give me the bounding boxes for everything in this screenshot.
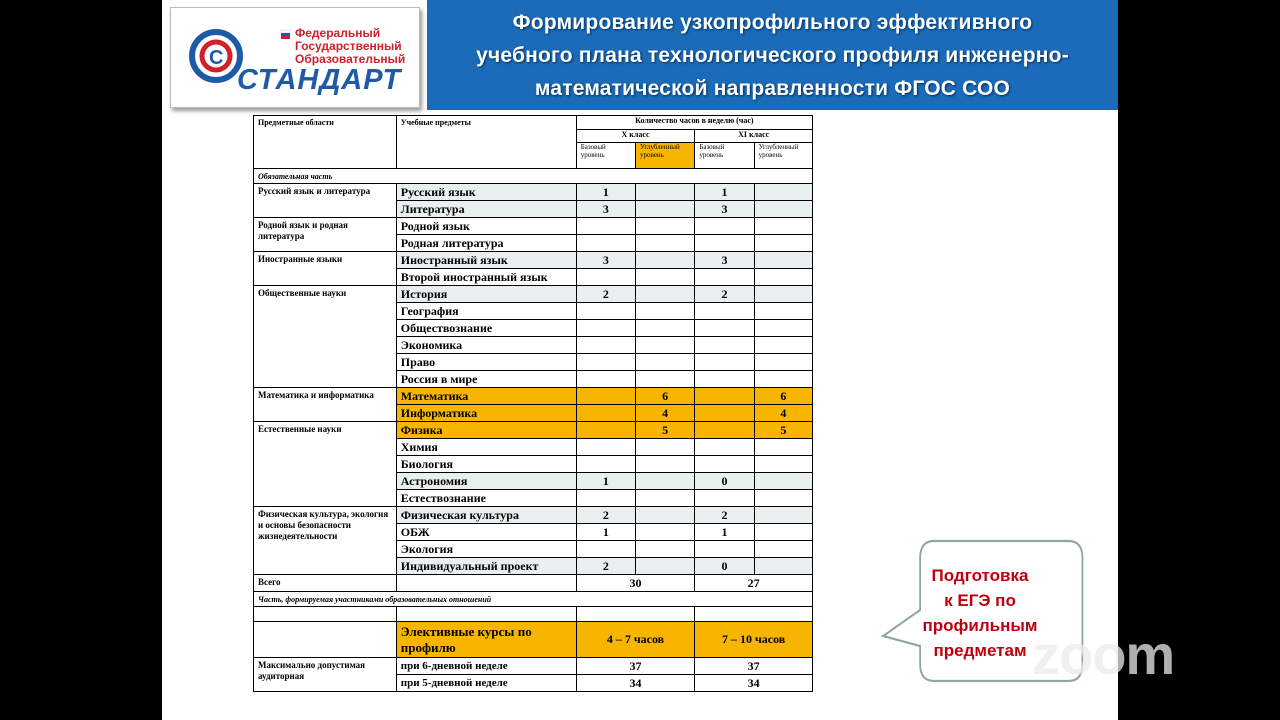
table-row — [254, 286, 813, 303]
cell-empty — [576, 490, 635, 507]
cell-empty — [754, 473, 812, 490]
subject-native-lit: Родная литература — [396, 235, 576, 252]
cell-empty — [396, 607, 576, 622]
cell-empty — [636, 252, 695, 269]
cell-empty — [576, 371, 635, 388]
cell-empty — [576, 388, 635, 405]
cell-empty — [636, 303, 695, 320]
subject-native-lang: Родной язык — [396, 218, 576, 235]
max-label: Максимально допустимая аудиторная — [254, 658, 397, 692]
cell-empty — [754, 354, 812, 371]
cell-empty — [636, 524, 695, 541]
subject-ecology: Экология — [396, 541, 576, 558]
callout-line-4: предметам — [933, 641, 1027, 660]
header-adv-11: Углубленный уровень — [754, 143, 812, 169]
subject-geography: География — [396, 303, 576, 320]
cell-empty — [754, 303, 812, 320]
cell-empty — [754, 269, 812, 286]
header-hours: Количество часов в неделю (час) — [576, 116, 812, 130]
cell-empty — [695, 218, 754, 235]
cell-value: 1 — [576, 524, 635, 541]
cell-empty — [695, 354, 754, 371]
subject-project: Индивидуальный проект — [396, 558, 576, 575]
cell-empty — [754, 456, 812, 473]
cell-value: 5 — [754, 422, 812, 439]
curriculum-table — [253, 115, 813, 692]
cell-empty — [695, 320, 754, 337]
header-base-10: Базовый уровень — [576, 143, 635, 169]
cell-value: 2 — [576, 507, 635, 524]
cell-empty — [695, 490, 754, 507]
cell-empty — [576, 303, 635, 320]
subject-physics: Физика — [396, 422, 576, 439]
cell-empty — [695, 269, 754, 286]
table-row — [254, 575, 813, 592]
cell-empty — [576, 607, 695, 622]
logo-line-2: Государственный — [295, 39, 402, 53]
subject-pe: Физическая культура — [396, 507, 576, 524]
area-russian: Русский язык и литература — [254, 184, 397, 218]
cell-empty — [576, 456, 635, 473]
cell-empty — [636, 371, 695, 388]
table-row — [254, 658, 813, 675]
cell-empty — [576, 235, 635, 252]
cell-value: 6 — [636, 388, 695, 405]
cell-value: 1 — [695, 524, 754, 541]
cell-empty — [636, 473, 695, 490]
cell-empty — [695, 541, 754, 558]
cell-empty — [636, 201, 695, 218]
cell-empty — [754, 439, 812, 456]
area-social: Общественные науки — [254, 286, 397, 388]
cell-empty — [754, 524, 812, 541]
cell-empty — [636, 269, 695, 286]
cell-empty — [636, 541, 695, 558]
total-label: Всего — [254, 575, 397, 592]
cell-value: 3 — [576, 252, 635, 269]
cell-empty — [636, 354, 695, 371]
cell-value: 2 — [576, 286, 635, 303]
area-foreign: Иностранные языки — [254, 252, 397, 286]
week5-11: 34 — [695, 675, 813, 692]
fgos-logo — [170, 7, 420, 108]
cell-empty — [695, 388, 754, 405]
cell-empty — [636, 507, 695, 524]
header-area: Предметные области — [254, 116, 397, 169]
cell-empty — [576, 422, 635, 439]
cell-empty — [695, 337, 754, 354]
subject-foreign: Иностранный язык — [396, 252, 576, 269]
table-row — [254, 218, 813, 235]
cell-value: 2 — [695, 286, 754, 303]
cell-empty — [754, 184, 812, 201]
subject-economics: Экономика — [396, 337, 576, 354]
section-mandatory: Обязательная часть — [254, 169, 813, 184]
logo-line-3: Образовательный — [295, 52, 406, 66]
cell-empty — [695, 422, 754, 439]
cell-empty — [576, 541, 635, 558]
cell-empty — [636, 337, 695, 354]
subject-law: Право — [396, 354, 576, 371]
cell-empty — [695, 405, 754, 422]
cell-empty — [576, 405, 635, 422]
table-row — [254, 607, 813, 622]
section-optional: Часть, формируемая участниками образовательных отношений — [254, 592, 813, 607]
week6-10: 37 — [576, 658, 695, 675]
subject-astronomy: Астрономия — [396, 473, 576, 490]
cell-empty — [576, 354, 635, 371]
cell-empty — [754, 286, 812, 303]
elective-11: 7 – 10 часов — [695, 622, 813, 658]
cell-value: 0 — [695, 558, 754, 575]
cell-value: 5 — [636, 422, 695, 439]
elective-10: 4 – 7 часов — [576, 622, 695, 658]
title-line-3: математической направленности ФГОС СОО — [534, 76, 1011, 100]
cell-empty — [636, 235, 695, 252]
cell-empty — [576, 320, 635, 337]
cell-empty — [636, 320, 695, 337]
cell-empty — [695, 607, 813, 622]
cell-empty — [636, 184, 695, 201]
svg-text:С: С — [209, 47, 224, 69]
week6-label: при 6-дневной неделе — [396, 658, 576, 675]
area-math: Математика и информатика — [254, 388, 397, 422]
cell-value: 1 — [576, 184, 635, 201]
cell-empty — [754, 558, 812, 575]
subject-math: Математика — [396, 388, 576, 405]
cell-value: 4 — [636, 405, 695, 422]
slide-title — [470, 6, 1075, 105]
cell-empty — [576, 218, 635, 235]
cell-empty — [754, 320, 812, 337]
header-class-10: X класс — [576, 130, 695, 143]
table-row — [254, 388, 813, 405]
callout-line-2: к ЕГЭ по — [944, 591, 1016, 610]
cell-value: 3 — [576, 201, 635, 218]
table-row — [254, 116, 813, 130]
header-base-11: Базовый уровень — [695, 143, 754, 169]
cell-empty — [695, 303, 754, 320]
total-11: 27 — [695, 575, 813, 592]
cell-empty — [695, 235, 754, 252]
cell-value: 4 — [754, 405, 812, 422]
cell-empty — [754, 252, 812, 269]
table-row — [254, 422, 813, 439]
cell-value: 3 — [695, 201, 754, 218]
cell-value: 6 — [754, 388, 812, 405]
cell-empty — [754, 541, 812, 558]
title-line-1: Формирование узкопрофильного эффективного — [512, 10, 1033, 34]
cell-empty — [636, 218, 695, 235]
cell-empty — [695, 371, 754, 388]
week5-10: 34 — [576, 675, 695, 692]
table-row — [254, 507, 813, 524]
header-subject: Учебные предметы — [396, 116, 576, 169]
cell-empty — [636, 456, 695, 473]
cell-empty — [754, 235, 812, 252]
week6-11: 37 — [695, 658, 813, 675]
zoom-watermark: zoom — [1032, 623, 1175, 686]
cell-value: 1 — [695, 184, 754, 201]
cell-value: 3 — [695, 252, 754, 269]
cell-empty — [754, 507, 812, 524]
cell-empty — [754, 218, 812, 235]
subject-russia: Россия в мире — [396, 371, 576, 388]
table-row — [254, 252, 813, 269]
callout-line-3: профильным — [922, 616, 1038, 635]
cell-value: 2 — [576, 558, 635, 575]
cell-empty — [636, 490, 695, 507]
callout-line-1: Подготовка — [931, 566, 1029, 585]
total-10: 30 — [576, 575, 695, 592]
cell-value: 1 — [576, 473, 635, 490]
cell-empty — [576, 337, 635, 354]
header-adv-10: Углубленный уровень — [636, 143, 695, 169]
subject-history: История — [396, 286, 576, 303]
cell-empty — [636, 558, 695, 575]
area-science: Естественные науки — [254, 422, 397, 507]
cell-empty — [695, 439, 754, 456]
cell-empty — [576, 439, 635, 456]
area-native: Родной язык и родная литература — [254, 218, 397, 252]
subject-chemistry: Химия — [396, 439, 576, 456]
week5-label: при 5-дневной неделе — [396, 675, 576, 692]
subject-informatics: Информатика — [396, 405, 576, 422]
title-line-2: учебного плана технологического профиля инженерно- — [476, 43, 1069, 67]
subject-social: Обществознание — [396, 320, 576, 337]
header-class-11: XI класс — [695, 130, 813, 143]
cell-value: 0 — [695, 473, 754, 490]
cell-empty — [576, 269, 635, 286]
logo-brand: СТАНДАРТ — [237, 64, 402, 96]
cell-empty — [396, 575, 576, 592]
title-banner — [427, 0, 1118, 110]
table-row — [254, 622, 813, 658]
table-row — [254, 592, 813, 607]
cell-empty — [754, 201, 812, 218]
subject-obzh: ОБЖ — [396, 524, 576, 541]
cell-empty — [754, 337, 812, 354]
subject-natsci: Естествознание — [396, 490, 576, 507]
cell-empty — [695, 456, 754, 473]
table-row — [254, 169, 813, 184]
subject-literature: Литература — [396, 201, 576, 218]
cell-empty — [636, 439, 695, 456]
area-pe: Физическая культура, экология и основы безопасности жизнедеятельности — [254, 507, 397, 575]
subject-biology: Биология — [396, 456, 576, 473]
cell-empty — [254, 607, 397, 622]
cell-empty — [754, 371, 812, 388]
cell-empty — [254, 622, 397, 658]
cell-empty — [754, 490, 812, 507]
subject-second-foreign: Второй иностранный язык — [396, 269, 576, 286]
elective-label: Элективные курсы по профилю — [396, 622, 576, 658]
cell-empty — [636, 286, 695, 303]
subject-russian: Русский язык — [396, 184, 576, 201]
logo-line-1: Федеральный — [295, 26, 381, 40]
cell-value: 2 — [695, 507, 754, 524]
table-row — [254, 184, 813, 201]
